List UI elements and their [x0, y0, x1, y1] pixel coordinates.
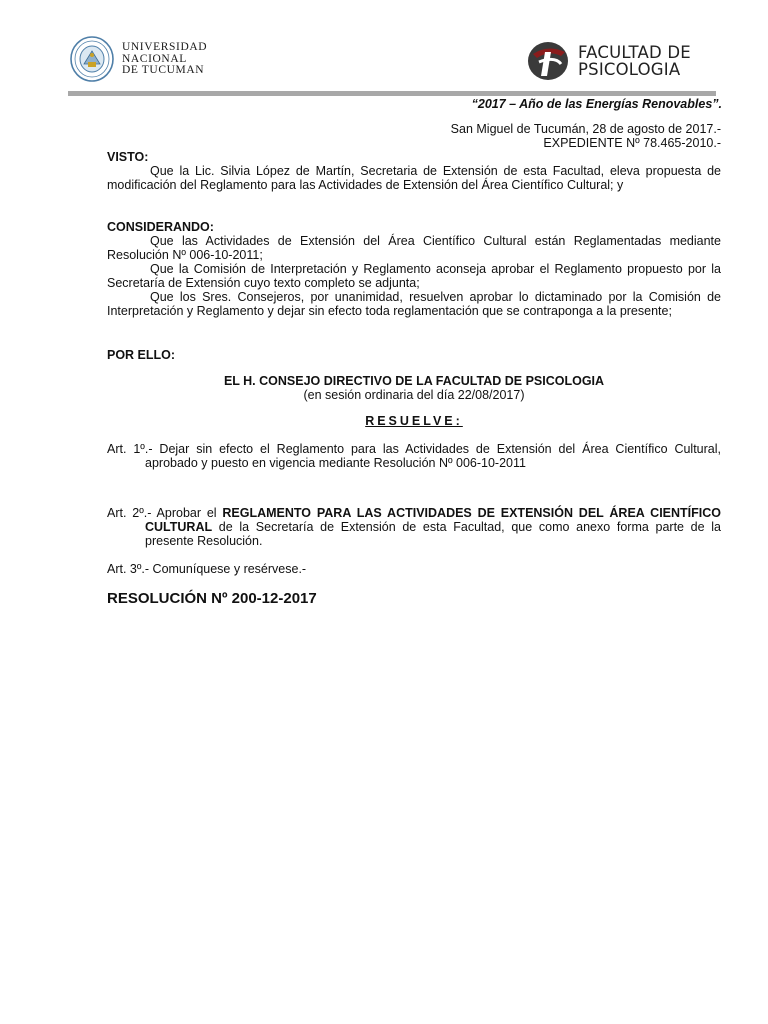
faculty-name-line: FACULTAD DE [578, 43, 691, 62]
por-ello-heading: POR ELLO: [107, 348, 176, 362]
faculty-name [578, 44, 691, 78]
article-2-prefix: Art. 2º.- Aprobar el [107, 506, 223, 520]
session-note: (en sesión ordinaria del día 22/08/2017) [303, 388, 525, 402]
council-title: EL H. CONSEJO DIRECTIVO DE LA FACULTAD DE PSICOLOGIA [223, 374, 605, 388]
university-name-line: UNIVERSIDAD [122, 41, 208, 53]
university-name-line: NACIONAL [122, 52, 187, 65]
letterhead [0, 0, 768, 100]
article-1: Art. 1º.- Dejar sin efecto el Reglamento para las Actividades de Extensión del Área Científico Cultural, aprobado y puesto en vigencia mediante Resolución Nº 006-10-2011 [107, 442, 721, 470]
faculty-name-line: PSICOLOGIA [578, 60, 681, 79]
expediente-number: EXPEDIENTE Nº 78.465-2010.- [543, 136, 721, 150]
resolution-number: RESOLUCIÓN Nº 200-12-2017 [107, 590, 317, 607]
article-2-suffix: de la Secretaría de Extensión de esta Facultad, que como anexo forma parte de la presente Resolución. [145, 520, 721, 548]
considerando-heading: CONSIDERANDO: [107, 220, 214, 234]
article-3: Art. 3º.- Comuníquese y resérvese.- [107, 562, 307, 576]
university-seal-icon [70, 36, 114, 82]
article-2-title: REGLAMENTO PARA LAS ACTIVIDADES DE EXTENSIÓN DEL ÁREA CIENTÍFICO CULTURAL [145, 506, 721, 534]
university-name [122, 42, 207, 77]
faculty-logo-icon [525, 40, 571, 82]
visto-heading: VISTO: [107, 150, 149, 164]
year-motto: “2017 – Año de las Energías Renovables”. [471, 97, 722, 111]
resuelve-heading: RESUELVE: [365, 414, 463, 428]
considerando-paragraph: Que las Actividades de Extensión del Área Científico Cultural están Reglamentadas mediante Resolución Nº 006-10-2011; [107, 234, 721, 262]
place-date: San Miguel de Tucumán, 28 de agosto de 2017.- [450, 122, 721, 136]
considerando-paragraph: Que los Sres. Consejeros, por unanimidad, resuelven aprobar lo dictaminado por la Comisión de Interpretación y Reglamento y dejar sin efecto toda reglamentación que se contraponga a la presente; [107, 290, 721, 318]
considerando-paragraph: Que la Comisión de Interpretación y Reglamento aconseja aprobar el Reglamento propuesto por la Secretaría de Extensión cuyo texto completo se adjunta; [107, 262, 721, 290]
university-name-line: DE TUCUMAN [122, 64, 205, 76]
article-2 [107, 506, 721, 548]
header-divider [68, 91, 716, 96]
visto-text: Que la Lic. Silvia López de Martín, Secretaria de Extensión de esta Facultad, eleva propuesta de modificación del Reglamento para las Actividades de Extensión del Área Científico Cultural; y [107, 164, 721, 192]
